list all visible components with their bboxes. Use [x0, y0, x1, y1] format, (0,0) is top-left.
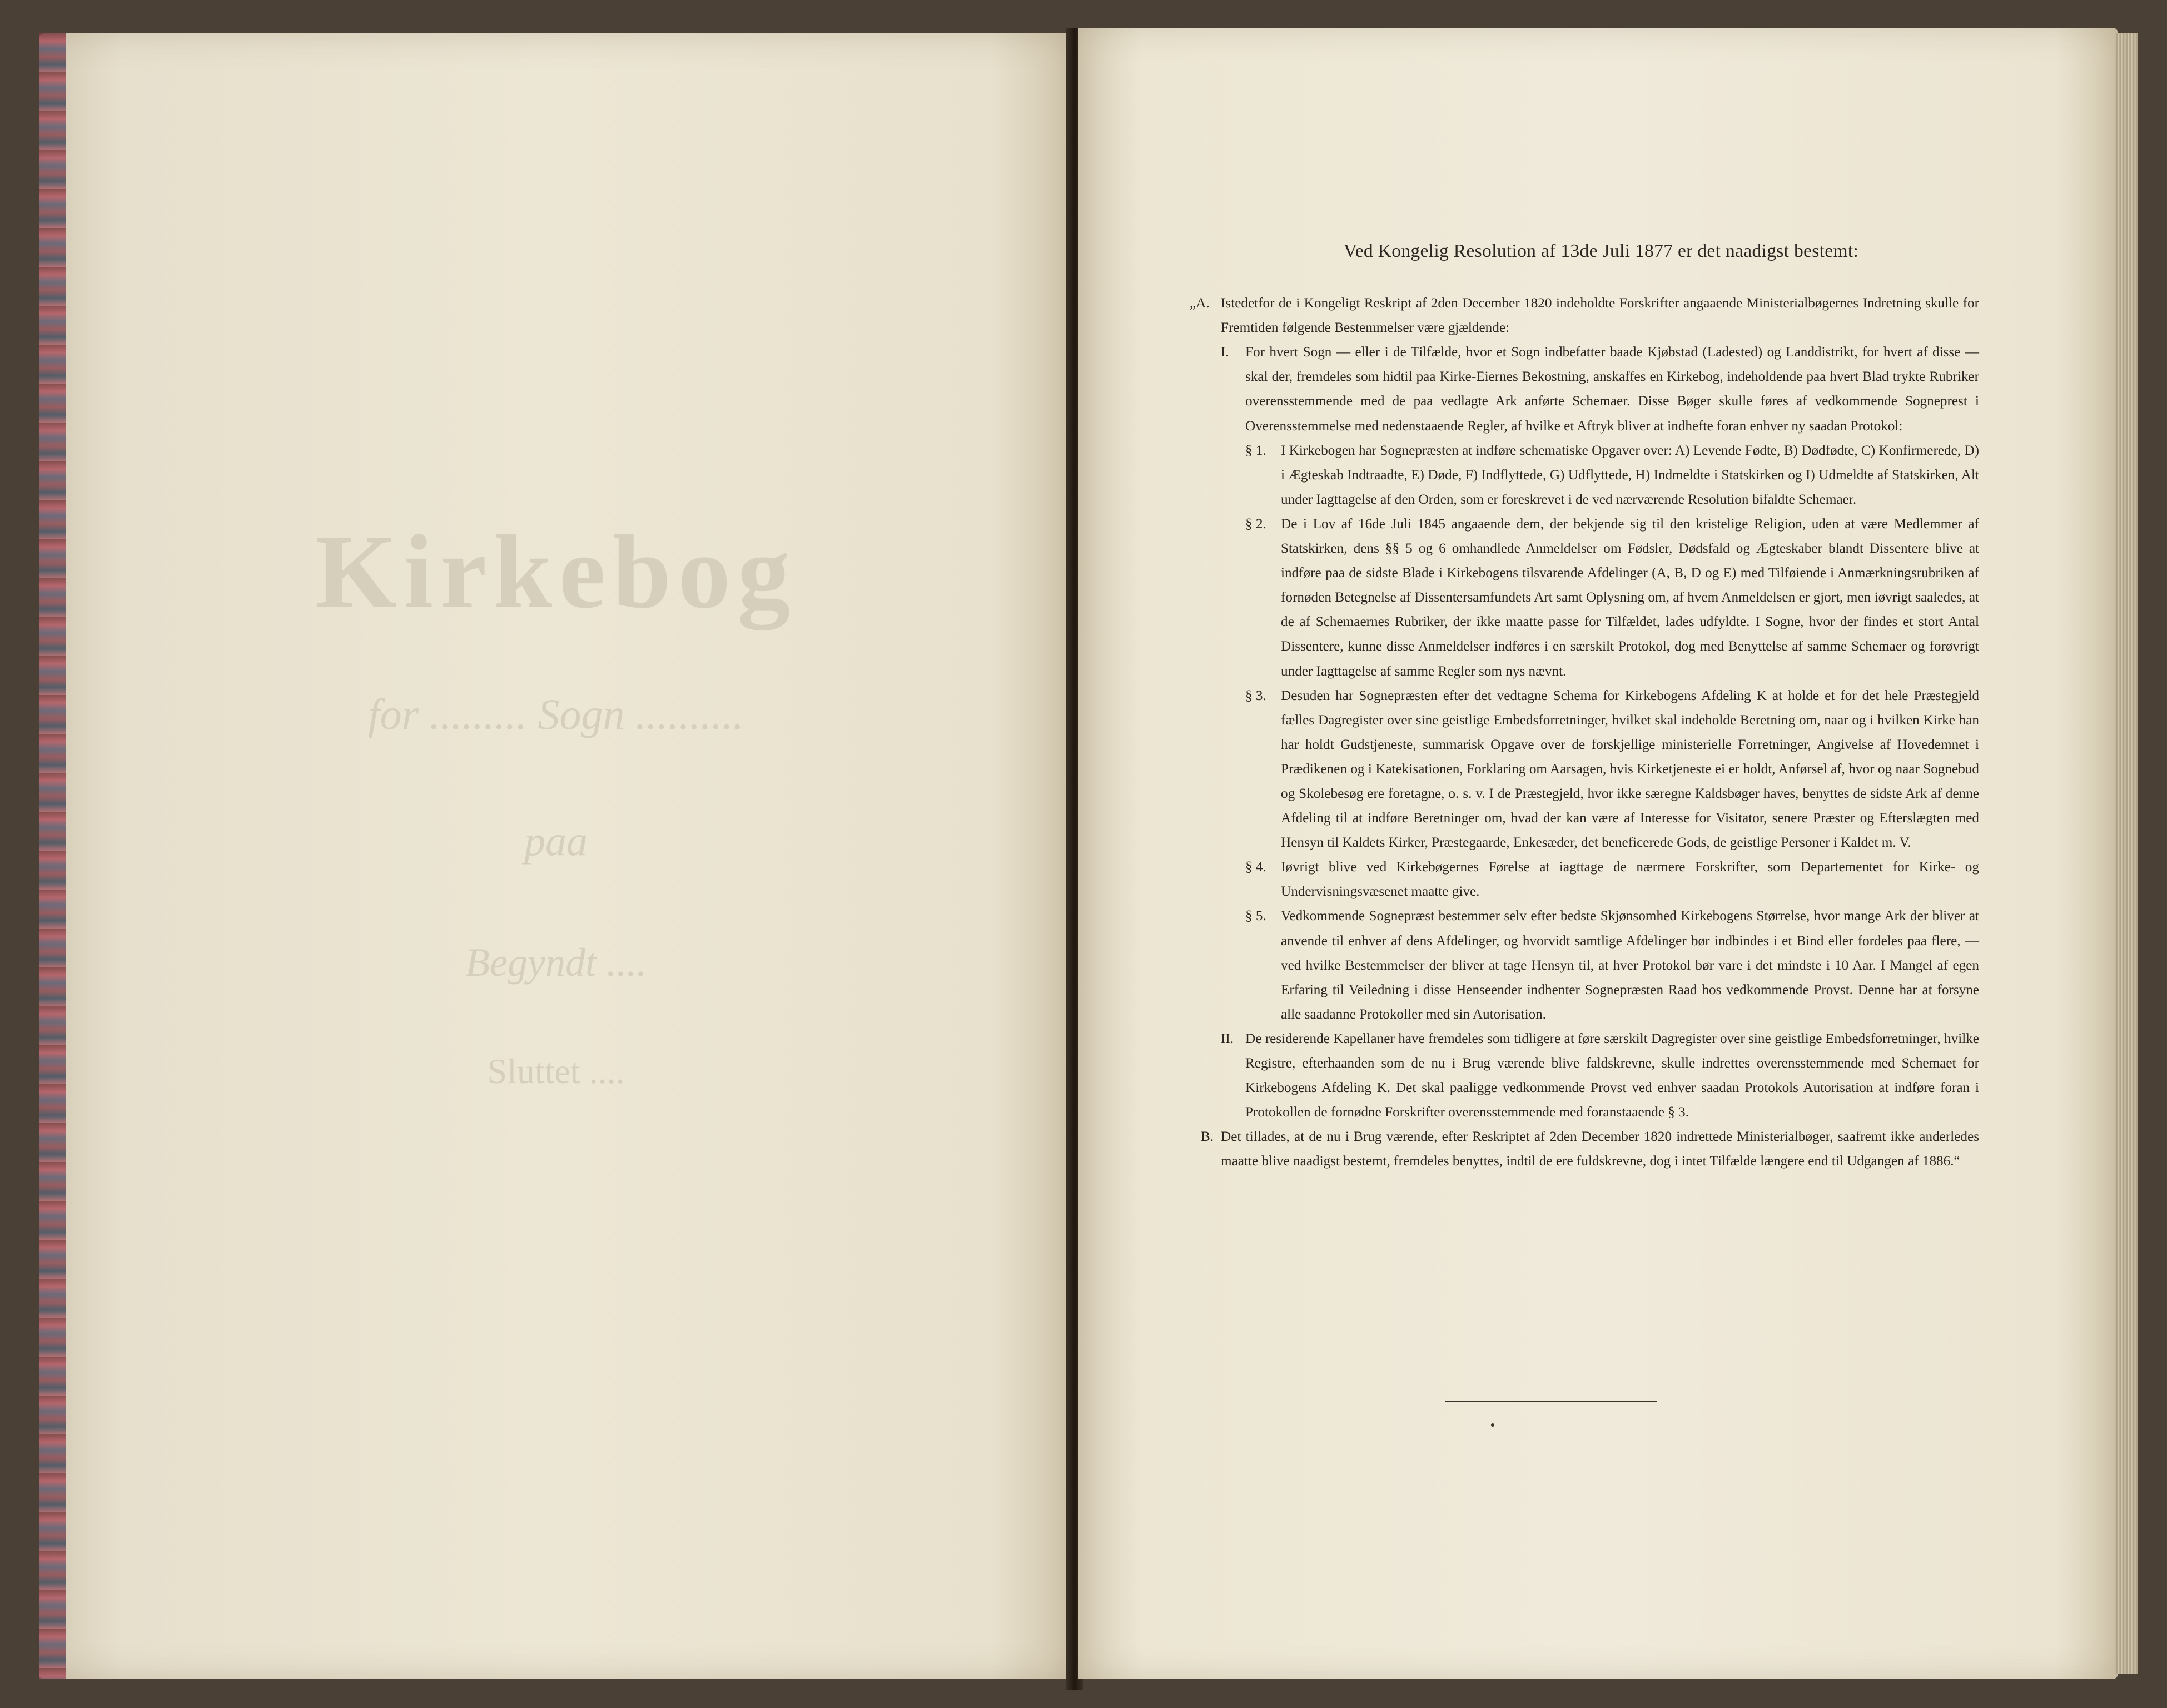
- paragraph-mark: § 4.: [1245, 860, 1266, 875]
- paragraph-2: [1190, 512, 1979, 684]
- section-text: For hvert Sogn — eller i de Tilfælde, hvor et Sogn indbefatter baade Kjøbstad (Ladested) og Landdistrikt, for hvert af disse — skal der, fremdeles som hidtil paa Kirke-Eiernes Bekostning, anskaffes en Kirkebog, indeholdende paa hvert Blad trykte Rubriker overensstemmende med de paa vedlagte Ark anførte Schemaer. Disse Bøger skulle føres af vedkommende Sogneprest i Overensstemmelse med nedenstaaende Regler, af hvilke et Aftryk bliver at indhefte foran enhver ny saadan Protokol:: [1245, 345, 1979, 434]
- section-b: [1190, 1125, 1979, 1174]
- part-ii: [1190, 1027, 1979, 1125]
- ghost-line: Begyndt ....: [465, 940, 647, 985]
- paragraph-4: [1190, 855, 1979, 904]
- section-a: [1190, 291, 1979, 340]
- page-edges: [2115, 33, 2138, 1674]
- ghost-title: Kirkebog: [315, 514, 797, 630]
- section-mark: II.: [1221, 1031, 1234, 1046]
- paragraph-mark: § 3.: [1245, 688, 1266, 703]
- marbled-binding-edge: [39, 33, 66, 1679]
- section-mark: B.: [1201, 1129, 1214, 1145]
- paragraph-5: [1190, 904, 1979, 1026]
- section-text: De residerende Kapellaner have fremdeles som tidligere at føre særskilt Dagregister over sine geistlige Embedsforretninger, hvilke Registre, efterhaanden som de nu i Brug værende blive faldskrevne, skulle indrettes overensstemmende med Schemaet for Kirkebogens Afdeling K. Det skal paaligge vedkommende Provst ved enhver saadan Protokols Autorisation at indføre foran i Protokollen de fornødne Forskrifter overensstemmende med foranstaaende § 3.: [1245, 1031, 1979, 1120]
- ghost-line: paa: [524, 818, 588, 865]
- paragraph-mark: § 1.: [1245, 443, 1266, 458]
- paragraph-text: De i Lov af 16de Juli 1845 angaaende dem, der bekjende sig til den kristelige Religion, uden at være Medlemmer af Statskirken, dens §§ 5 og 6 omhandlede Anmeldelser om Fødsler, Dødsfald og Ægteskaber blandt Dissentere blive at indføre paa de sidste Blade i Kirkebogens tilsvarende Afdelinger (A, B, D og E) med Tilføiende i Anmærkningsrubriken af fornøden Betegnelse af Dissentersamfundets Art samt Oplysning om, af hvem Anmeldelsen er gjort, men iøvrigt saaledes, at de af Schemaernes Rubriker, der ikke maatte passe for Tilfældet, lades udfyldte. I Sogne, hvor der findes et stort Antal Dissentere, kunne disse Anmeldelser indføres i en særskilt Protokol, dog med Benyttelse af samme Schemaer og forøvrigt under Iagttagelse af samme Regler som nys nævnt.: [1281, 516, 1979, 679]
- paragraph-text: Vedkommende Sognepræst bestemmer selv efter bedste Skjønsomhed Kirkebogens Størrelse, hvor mange Ark der bliver at anvende til enhver af dens Afdelinger, og hvorvidt samtlige Afdelinger bør indbindes i et Bind eller fordeles paa flere, — ved hvilke Bestemmelser der bliver at tage Hensyn til, at hver Protokol bør vare i det mindste i 10 Aar. I Mangel af egen Erfaring til Veiledning i disse Henseender indhenter Sognepræsten Raad hos vedkommende Provst. Denne har at forsyne alle saadanne Protokoller med sin Autorisation.: [1281, 908, 1979, 1022]
- ghost-line: Sluttet ....: [487, 1051, 625, 1091]
- section-text: Istedetfor de i Kongeligt Reskript af 2den December 1820 indeholdte Forskrifter angaaende Ministerialbøgernes Indretning skulle for Fremtiden følgende Bestemmelser være gjældende:: [1221, 296, 1979, 336]
- paragraph-mark: § 5.: [1245, 908, 1266, 924]
- resolution-text: [1190, 239, 1979, 1174]
- section-mark: „A.: [1190, 296, 1210, 311]
- page-heading: Ved Kongelig Resolution af 13de Juli 1877 er det naadigst bestemt:: [1343, 241, 1859, 261]
- paragraph-text: I Kirkebogen har Sognepræsten at indføre schematiske Opgaver over: A) Levende Fødte, B) Dødfødte, C) Konfirmerede, D) i Ægteskab Indtraadte, E) Døde, F) Indflyttede, G) Udflyttede, H) Indmeldte i Statskirken og I) Udmeldte af Statskirken, Alt under Iagttagelse af den Orden, som er foreskrevet i de ved nærværende Resolution bifaldte Schemaer.: [1281, 443, 1979, 507]
- left-page: [39, 33, 1073, 1679]
- section-text: Det tillades, at de nu i Brug værende, efter Reskriptet af 2den December 1820 indrettede Ministerialbøger, saafremt ikke anderledes maatte blive naadigst bestemt, fremdeles benyttes, indtil de ere fuldskrevne, dog i intet Tilfælde længere end til Udgangen af 1886.“: [1221, 1129, 1979, 1169]
- paragraph-1: [1190, 439, 1979, 512]
- paragraph-3: [1190, 684, 1979, 856]
- paragraph-text: Desuden har Sognepræsten efter det vedtagne Schema for Kirkebogens Afdeling K at holde et for det hele Præstegjeld fælles Dagregister over sine geistlige Embedsforretninger, hvilket skal indeholde Beretning om, naar og i hvilken Kirke han har holdt Gudstjeneste, summarisk Opgave over de forskjellige ministerielle Forretninger, Angivelse af Hovedemnet i Prædikenen og i Katekisationen, Forklaring om Aarsagen, hvis Kirketjeneste ei er holdt, Anførsel af, hvor og naar Sognebud og Skolebesøg ere foretagne, o. s. v. I de Præstegjeld, hvor ikke særegne Kaldsbøger haves, benyttes de sidste Ark af denne Afdeling til at indføre Beretninger om, hvad der kan være af Interesse for Visitator, senere Præster og Efterslægten med Hensyn til Kaldets Kirker, Præstegaarde, Enkesæder, det beneficerede Gods, de geistlige Personer i Kaldet m. V.: [1281, 688, 1979, 851]
- right-page: [1078, 28, 2118, 1679]
- ghost-line: for ......... Sogn ..........: [367, 690, 744, 738]
- part-i: [1190, 340, 1979, 438]
- paragraph-mark: § 2.: [1245, 516, 1266, 532]
- closing-dot: [1491, 1423, 1494, 1427]
- paragraph-text: Iøvrigt blive ved Kirkebøgernes Førelse at iagttage de nærmere Forskrifter, som Departementet for Kirke- og Undervisningsvæsenet maatte give.: [1281, 860, 1979, 900]
- section-mark: I.: [1221, 345, 1229, 360]
- closing-rule: [1445, 1401, 1657, 1402]
